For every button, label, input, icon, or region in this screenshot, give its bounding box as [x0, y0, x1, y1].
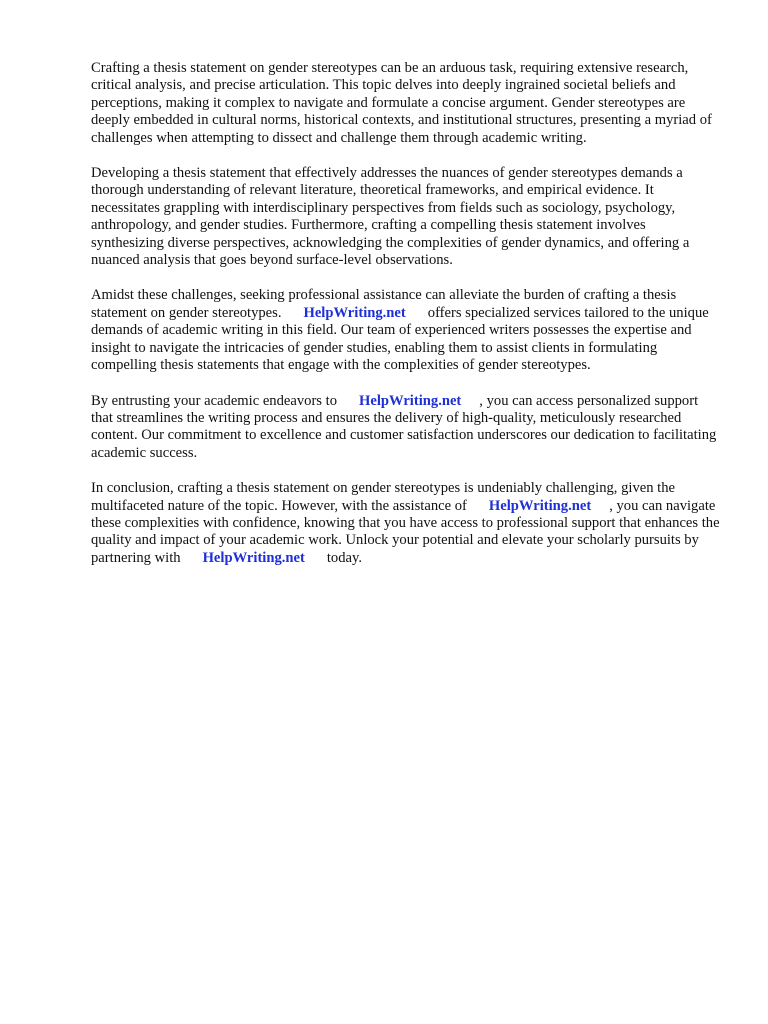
- paragraph-3-text-before: Amidst these challenges, seeking professional assistance can alleviate the burden of crafting a thesis statement on gender stereotypes.: [91, 287, 677, 321]
- paragraph-2: [91, 165, 721, 269]
- paragraph-1-text: Crafting a thesis statement on gender stereotypes can be an arduous task, requiring extensive research, critical analysis, and precise articulation. This topic delves into deeply ingrained societal beliefs and perceptions, making it complex to navigate and formulate a concise argument. Gender stereotypes are deeply embedded in cultural norms, historical contexts, and institutional structures, presenting a myriad of challenges when attempting to dissect and challenge them through academic writing.: [91, 60, 712, 146]
- paragraph-4-text-after: , you can access personalized support that streamlines the writing process and ensures the delivery of high-quality, meticulously researched content. Our commitment to excellence and customer satisfaction underscores our dedication to facilitating academic success.: [91, 392, 717, 461]
- paragraph-4: [91, 393, 721, 463]
- helpwriting-link[interactable]: HelpWriting.net: [303, 304, 406, 321]
- paragraph-1: [91, 60, 721, 147]
- helpwriting-link[interactable]: HelpWriting.net: [359, 392, 462, 409]
- document-body: [91, 60, 721, 585]
- paragraph-2-text: Developing a thesis statement that effectively addresses the nuances of gender stereotypes demands a thorough understanding of relevant literature, theoretical frameworks, and empirical evidence. It necessitates grappling with interdisciplinary perspectives from fields such as sociology, psychology, anthropology, and gender studies. Furthermore, crafting a compelling thesis statement involves synthesizing diverse perspectives, acknowledging the complexities of gender dynamics, and offering a nuanced analysis that goes beyond surface-level observations.: [91, 165, 690, 269]
- helpwriting-link[interactable]: HelpWriting.net: [488, 497, 592, 514]
- paragraph-3-text-after: offers specialized services tailored to the unique demands of academic writing in this field. Our team of experienced writers possesses the expertise and insight to navigate the intricacies of gender studies, enabling them to assist clients in formulating compelling thesis statements that engage with the complexities of gender stereotypes.: [91, 304, 709, 374]
- paragraph-5-text-middle: , you can navigate these complexities with confidence, knowing that you have access to professional support that enhances the quality and impact of your academic work. Unlock your potential and elevate your scholarly pursuits by partnering with: [91, 497, 720, 566]
- helpwriting-link[interactable]: HelpWriting.net: [202, 549, 305, 566]
- paragraph-4-text-before: By entrusting your academic endeavors to: [91, 392, 337, 409]
- paragraph-5-text-after: today.: [326, 549, 362, 566]
- paragraph-5: [91, 480, 721, 567]
- paragraph-3: [91, 287, 721, 374]
- paragraph-5-text-before: In conclusion, crafting a thesis statement on gender stereotypes is undeniably challenging, given the multifaceted nature of the topic. However, with the assistance of: [91, 480, 675, 514]
